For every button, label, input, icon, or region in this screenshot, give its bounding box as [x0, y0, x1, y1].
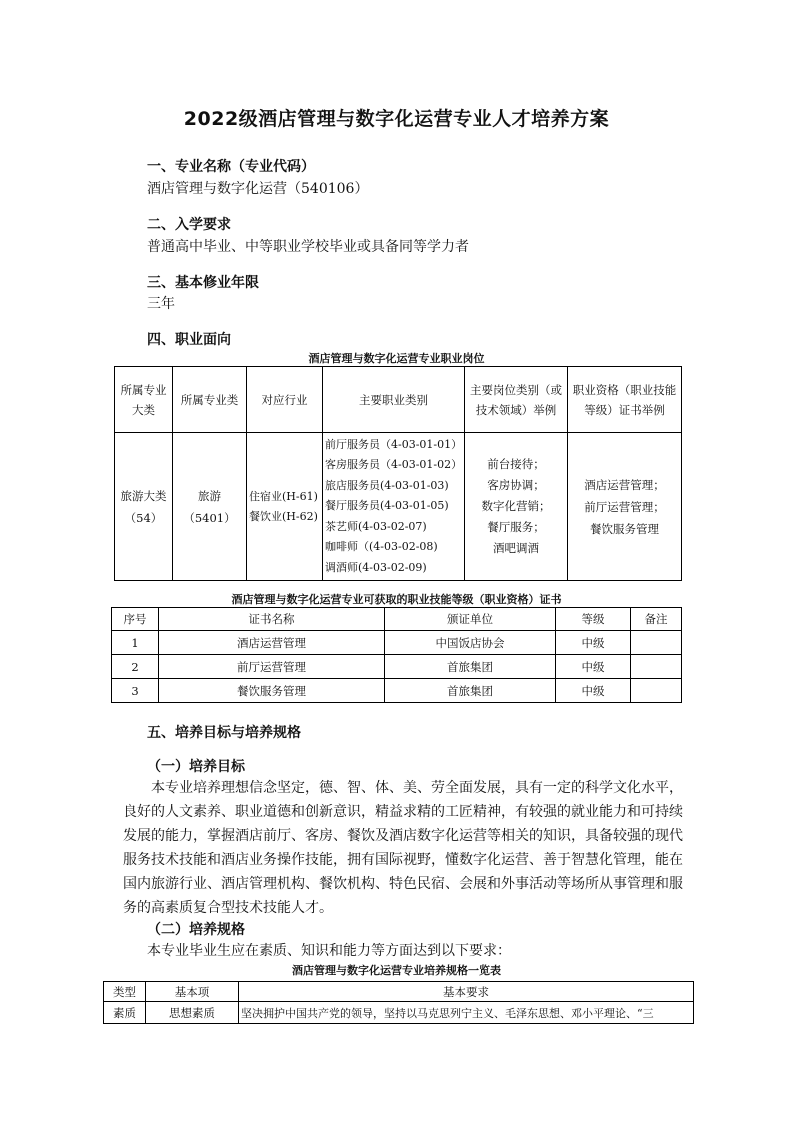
- cell-line: 客房服务员（4-03-01-02）: [325, 458, 463, 472]
- header-cell: 等级: [556, 608, 631, 631]
- goals-heading: （一）培养目标: [147, 759, 245, 775]
- major-class-cell: [173, 433, 247, 581]
- cell-line: 前厅服务员（4-03-01-01）: [325, 437, 463, 451]
- cell-line: 酒店运营管理；: [584, 477, 665, 492]
- table-cell: 思想素质: [146, 1002, 239, 1024]
- table-cell: 首旅集团: [385, 679, 556, 703]
- cell-line: 客房协调；: [487, 478, 545, 492]
- table-cell: [631, 679, 682, 703]
- cell-line: 调酒师(4-03-02-09): [325, 560, 427, 574]
- goals-paragraph: [123, 776, 683, 920]
- table-cell: [631, 655, 682, 679]
- table-cell: 2: [112, 655, 159, 679]
- section-5-heading: 五、培养目标与培养规格: [147, 725, 301, 741]
- table-cell: 餐饮服务管理: [159, 679, 385, 703]
- header-cell: 基本项: [146, 982, 239, 1002]
- table-row: [112, 655, 682, 679]
- header-cell: 序号: [112, 608, 159, 631]
- section-1-heading: 一、专业名称（专业代码）: [147, 159, 315, 175]
- cell-line: 数字化营销；: [481, 499, 551, 513]
- header-cell: 基本要求: [239, 982, 694, 1002]
- header-cell: 颁证单位: [385, 608, 556, 631]
- table-cell: 中国饭店协会: [385, 631, 556, 655]
- specs-heading: （二）培养规格: [147, 922, 245, 938]
- header-cell: 主要职业类别: [323, 367, 465, 433]
- cell-line: （5401）: [183, 510, 236, 525]
- table2-caption: 酒店管理与数字化运营专业可获取的职业技能等级（职业资格）证书: [231, 593, 562, 606]
- header-cell: 备注: [631, 608, 682, 631]
- positions-cell: [465, 433, 568, 581]
- table-cell: 中级: [556, 655, 631, 679]
- section-3-heading: 三、基本修业年限: [147, 275, 259, 291]
- header-cell: 类型: [104, 982, 146, 1002]
- header-cell: 职业资格（职业技能等级）证书举例: [568, 367, 682, 433]
- cell-line: 旅游大类: [120, 488, 167, 503]
- cell-line: 旅店服务员(4-03-01-03): [325, 478, 449, 492]
- header-cell: 对应行业: [247, 367, 323, 433]
- table-row: [115, 433, 682, 581]
- table-cell: 酒店运营管理: [159, 631, 385, 655]
- header-cell: 主要岗位类别（或技术领域）举例: [465, 367, 568, 433]
- section-2-text: 普通高中毕业、中等职业学校毕业或具备同等学力者: [147, 239, 469, 255]
- section-2-heading: 二、入学要求: [147, 217, 231, 233]
- table-row: [104, 1002, 694, 1024]
- table-cell: 首旅集团: [385, 655, 556, 679]
- header-cell: 所属专业类: [173, 367, 247, 433]
- table-header-row: [112, 608, 682, 631]
- goals-text: 本专业培养理想信念坚定，德、智、体、美、劳全面发展，具有一定的科学文化水平，良好的人文素养、职业道德和创新意识，精益求精的工匠精神，有较强的就业能力和可持续发展的能力，掌握酒店前厅、客房、餐饮及酒店数字化运营等相关的知识，具备较强的现代服务技术技能和酒店业务操作技能，拥有国际视野，懂数字化运营、善于智慧化管理，能在国内旅游行业、酒店管理机构、餐饮机构、特色民宿、会展和外事活动等场所从事管理和服务的高素质复合型技术技能人才。: [123, 780, 683, 916]
- cell-line: 餐厅服务员(4-03-01-05): [325, 499, 449, 513]
- table3-caption: 酒店管理与数字化运营专业培养规格一览表: [292, 964, 501, 977]
- certificates-cell: [568, 433, 682, 581]
- table-cell: 3: [112, 679, 159, 703]
- section-3-text: 三年: [147, 296, 175, 312]
- major-category-cell: [115, 433, 173, 581]
- cell-line: 酒吧调酒: [493, 541, 539, 555]
- cell-line: 餐厅服务；: [487, 520, 545, 534]
- cell-line: 前台接待；: [487, 457, 545, 471]
- occupation-table: [114, 366, 682, 581]
- header-cell: 所属专业大类: [115, 367, 173, 433]
- table-cell: [631, 631, 682, 655]
- certificate-table: [111, 607, 682, 703]
- spec-table: [103, 981, 694, 1024]
- cell-line: （54）: [124, 510, 163, 525]
- section-1-text: 酒店管理与数字化运营（540106）: [147, 181, 369, 197]
- occupations-cell: [323, 433, 465, 581]
- cell-line: 前厅运营管理；: [584, 499, 665, 514]
- cell-line: 咖啡师（(4-03-02-08): [325, 540, 438, 554]
- document-title: 2022级酒店管理与数字化运营专业人才培养方案: [183, 108, 610, 130]
- table-cell: 前厅运营管理: [159, 655, 385, 679]
- industry-cell: [247, 433, 323, 581]
- table-cell: 坚决拥护中国共产党的领导，坚持以马克思列宁主义、毛泽东思想、邓小平理论、“三: [239, 1002, 694, 1024]
- table-row: [112, 631, 682, 655]
- specs-text: 本专业毕业生应在素质、知识和能力等方面达到以下要求：: [147, 943, 511, 959]
- section-4-heading: 四、职业面向: [147, 332, 231, 348]
- cell-line: 住宿业(H-61): [249, 489, 318, 503]
- table-cell: 1: [112, 631, 159, 655]
- table-header-row: [115, 367, 682, 433]
- table-cell: 中级: [556, 679, 631, 703]
- header-cell: 证书名称: [159, 608, 385, 631]
- cell-line: 餐饮服务管理: [590, 521, 659, 536]
- table-header-row: [104, 982, 694, 1002]
- table-cell: 中级: [556, 631, 631, 655]
- cell-line: 茶艺师(4-03-02-07): [325, 519, 427, 533]
- table-row: [112, 679, 682, 703]
- table1-caption: 酒店管理与数字化运营专业职业岗位: [308, 352, 485, 365]
- cell-line: 旅游: [198, 488, 221, 503]
- cell-line: 餐饮业(H-62): [249, 509, 318, 523]
- table-cell: 素质: [104, 1002, 146, 1024]
